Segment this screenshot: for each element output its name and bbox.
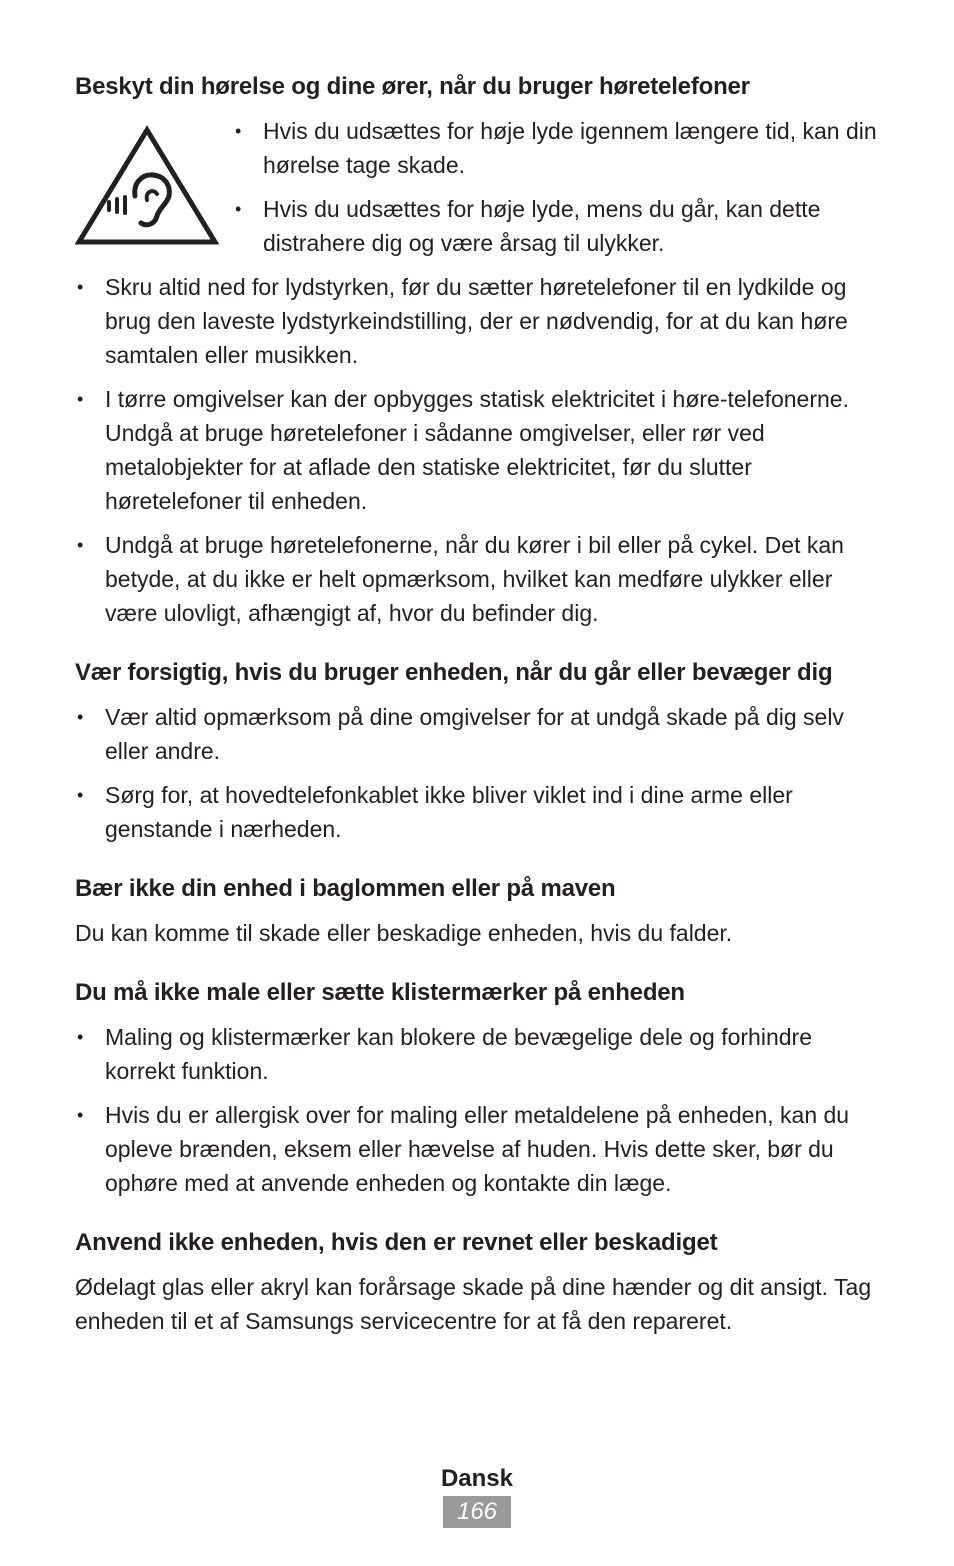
- section-back-pocket: [75, 872, 887, 950]
- section-heading: Beskyt din hørelse og dine ører, når du bruger høretelefoner: [75, 73, 750, 100]
- list-item: • Hvis du er allergisk over for maling eller metaldelene på enheden, kan du opleve brænden, eksem eller hævelse af huden. Hvis dette sker, bør du ophøre med at anvende enheden og kontakte din læge.: [75, 1098, 887, 1200]
- page-number: 166: [443, 1496, 511, 1528]
- section-heading: Anvend ikke enheden, hvis den er revnet eller beskadiget: [75, 1229, 718, 1256]
- document-page: [75, 70, 887, 1364]
- list-item: • Hvis du udsættes for høje lyde, mens du går, kan dette distrahere dig og være årsag til ulykker.: [233, 192, 887, 260]
- section-paragraph: Du kan komme til skade eller beskadige enheden, hvis du falder.: [75, 920, 733, 946]
- bullet-list: [75, 1020, 887, 1200]
- section-heading: Vær forsigtig, hvis du bruger enheden, når du går eller bevæger dig: [75, 659, 833, 686]
- section-paragraph: Ødelagt glas eller akryl kan forårsage skade på dine hænder og dit ansigt. Tag enheden til et af Samsungs servicecentre for at få den repareret.: [75, 1274, 872, 1334]
- section-heading: Du må ikke male eller sætte klistermærker på enheden: [75, 979, 685, 1006]
- warning-row: [75, 114, 887, 260]
- section-walking: [75, 656, 887, 846]
- section-hearing: [75, 70, 887, 630]
- list-item: • Skru altid ned for lydstyrken, før du sætter høretelefoner til en lydkilde og brug den laveste lydstyrkeindstilling, der er nødvendig, for at du kan høre samtalen eller musikken.: [75, 270, 887, 372]
- list-item: • Sørg for, at hovedtelefonkablet ikke bliver viklet ind i dine arme eller genstande i nærheden.: [75, 778, 887, 846]
- list-item: • Vær altid opmærksom på dine omgivelser for at undgå skade på dig selv eller andre.: [75, 700, 887, 768]
- bullet-list: [75, 270, 887, 630]
- section-heading: Bær ikke din enhed i baglommen eller på maven: [75, 875, 616, 902]
- section-paint-stickers: [75, 976, 887, 1200]
- page-footer: [0, 1462, 954, 1528]
- footer-language: Dansk: [440, 1465, 514, 1492]
- icon-bullet-list: [233, 114, 887, 260]
- list-item: • Maling og klistermærker kan blokere de bevægelige dele og forhindre korrekt funktion.: [75, 1020, 887, 1088]
- list-item: • Undgå at bruge høretelefonerne, når du kører i bil eller på cykel. Det kan betyde, at du ikke er helt opmærksom, hvilket kan medføre ulykker eller være ulovligt, afhængigt af, hvor du befinder dig.: [75, 528, 887, 630]
- section-damaged-device: [75, 1226, 887, 1338]
- list-item: • Hvis du udsættes for høje lyde igennem længere tid, kan din hørelse tage skade.: [233, 114, 887, 182]
- ear-warning-icon: [75, 124, 219, 248]
- list-item: • I tørre omgivelser kan der opbygges statisk elektricitet i høre-telefonerne. Undgå at bruge høretelefoner i sådanne omgivelser, eller rør ved metalobjekter for at aflade den statiske elektricitet, før du slutter høretelefoner til enheden.: [75, 382, 887, 518]
- bullet-list: [75, 700, 887, 846]
